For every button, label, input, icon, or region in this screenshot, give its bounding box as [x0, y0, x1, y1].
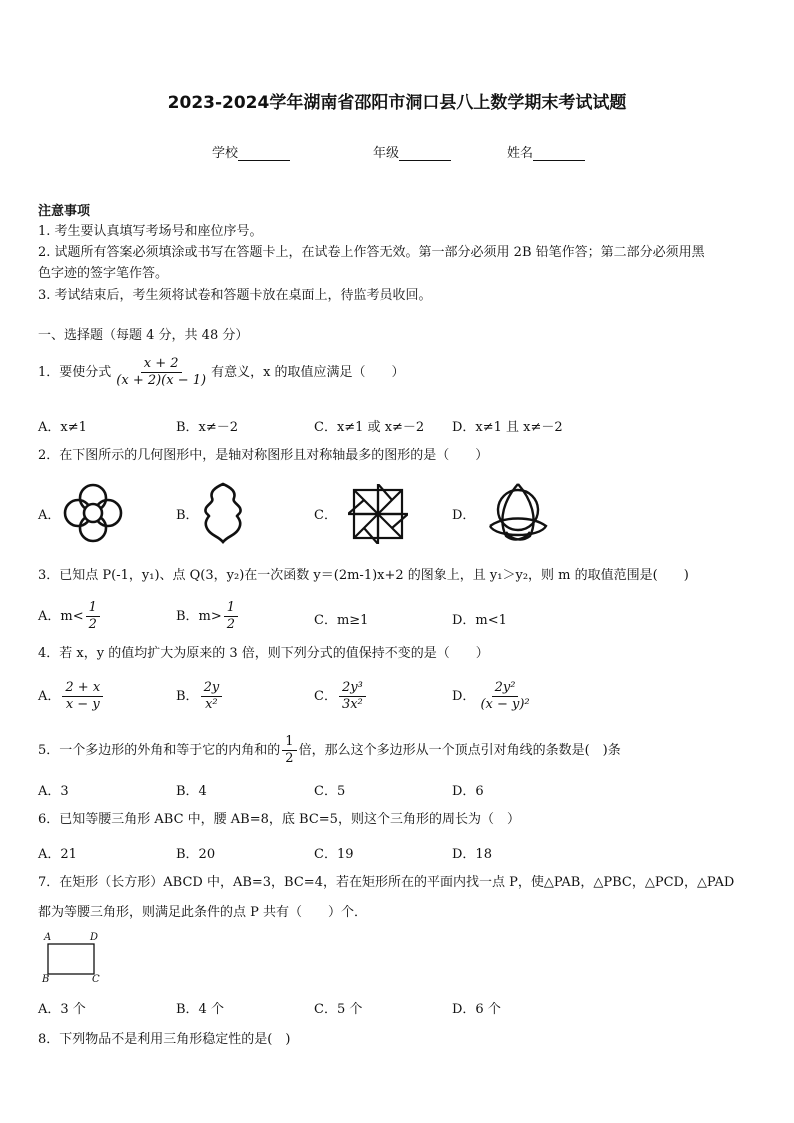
- four-petal-flower-figure: [62, 482, 124, 544]
- option-b[interactable]: B．m> $\frac{1}{2}$: [176, 600, 240, 633]
- option-b[interactable]: B．x≠－2: [176, 420, 239, 435]
- notice-item: 1. 考生要认真填写考场号和座位序号。: [38, 224, 263, 239]
- option-a[interactable]: A．m< $\frac{1}{2}$: [38, 600, 102, 633]
- name-blank[interactable]: [533, 146, 585, 161]
- curved-shape-figure: [200, 480, 246, 546]
- question-8: 8．下列物品不是利用三角形稳定性的是( ): [38, 1032, 291, 1047]
- option-a[interactable]: A．21: [38, 847, 77, 862]
- option-d[interactable]: D．m<1: [452, 613, 507, 628]
- question-2: 2．在下图所示的几何图形中，是轴对称图形且对称轴最多的图形的是（ ）: [38, 448, 489, 463]
- rectangle-abcd-figure: [42, 932, 100, 986]
- option-d[interactable]: D．x≠1 且 x≠－2: [452, 420, 563, 435]
- notice-heading: 注意事项: [38, 204, 91, 219]
- option-b[interactable]: B．4 个: [176, 1002, 224, 1017]
- option-a[interactable]: A．: [38, 508, 61, 523]
- grade-field: 年级: [373, 142, 451, 161]
- question-7-line-2: 都为等腰三角形，则满足此条件的点 P 共有（ ）个．: [38, 905, 368, 920]
- option-a[interactable]: A． $\frac{2 + x}{x - y}$: [38, 680, 105, 713]
- section-heading: 一、选择题（每题 4 分，共 48 分）: [38, 328, 249, 343]
- notice-item: 色字迹的签字笔作答。: [38, 266, 169, 281]
- question-1: 1．要使分式 $\frac{x + 2}{(x + 2)(x - 1)}$ 有意义，x 的取值应满足（ ）: [38, 356, 405, 388]
- option-d[interactable]: D．18: [452, 847, 492, 862]
- page-title: 2023-2024学年湖南省邵阳市洞口县八上数学期末考试试题: [167, 93, 627, 113]
- option-c[interactable]: C．m≥1: [314, 613, 369, 628]
- option-d[interactable]: D． $\frac{\text{2y²}}{\text{(x − y)²}}$: [452, 680, 530, 712]
- corner-label: A: [44, 932, 52, 943]
- option-c[interactable]: C．5 个: [314, 1002, 363, 1017]
- notice-item: 2. 试题所有答案必须填涂或书写在答题卡上，在试卷上作答无效。第一部分必须用 2B 铅笔作答；第二部分必须用黑: [38, 245, 705, 260]
- option-b[interactable]: B．: [176, 508, 199, 523]
- option-b[interactable]: B． $\frac{2y}{\text{x²}}$: [176, 680, 224, 713]
- school-blank[interactable]: [238, 146, 290, 161]
- notice-item: 3. 考试结束后，考生须将试卷和答题卡放在桌面上，待监考员收回。: [38, 288, 432, 303]
- option-a[interactable]: A．3 个: [38, 1002, 86, 1017]
- question-5: 5．一个多边形的外角和等于它的内角和的 $\frac{1}{2}$ 倍，那么这个多边形从一个顶点引对角线的条数是( )条: [38, 734, 621, 766]
- option-c[interactable]: C．19: [314, 847, 354, 862]
- option-c[interactable]: C． $\frac{\text{2y³}}{\text{3x²}}$: [314, 680, 368, 713]
- pinwheel-figure: [348, 484, 408, 544]
- corner-label: B: [42, 974, 50, 985]
- question-4: 4．若 x，y 的值均扩大为原来的 3 倍，则下列分式的值保持不变的是（ ）: [38, 646, 489, 661]
- corner-label: D: [90, 932, 99, 943]
- option-d[interactable]: D．: [452, 508, 476, 523]
- corner-label: C: [92, 974, 100, 985]
- option-c[interactable]: C．: [314, 508, 337, 523]
- trefoil-knot-figure: [484, 480, 552, 544]
- grade-blank[interactable]: [399, 146, 451, 161]
- option-c[interactable]: C．x≠1 或 x≠－2: [314, 420, 425, 435]
- option-a[interactable]: A．3: [38, 784, 69, 799]
- question-6: 6．已知等腰三角形 ABC 中，腰 AB=8，底 BC=5，则这个三角形的周长为（ ）: [38, 812, 520, 827]
- option-d[interactable]: D．6 个: [452, 1002, 501, 1017]
- option-a[interactable]: A．x≠1: [38, 420, 87, 435]
- fraction: $\frac{x + 2}{(x + 2)(x - 1)}$: [116, 356, 207, 388]
- option-b[interactable]: B．20: [176, 847, 216, 862]
- question-7-line-1: 7．在矩形（长方形）ABCD 中，AB=3，BC=4，若在矩形所在的平面内找一点 P，使△PAB，△PBC，△PCD，△PAD: [38, 875, 735, 890]
- question-3: 3．已知点 P(-1，y₁)、点 Q(3，y₂)在一次函数 y＝(2m-1)x+2 的图象上，且 y₁＞y₂，则 m 的取值范围是( ): [38, 568, 689, 583]
- option-d[interactable]: D．6: [452, 784, 484, 799]
- option-b[interactable]: B．4: [176, 784, 207, 799]
- option-c[interactable]: C．5: [314, 784, 346, 799]
- school-field: 学校: [212, 142, 290, 161]
- name-field: 姓名: [507, 142, 585, 161]
